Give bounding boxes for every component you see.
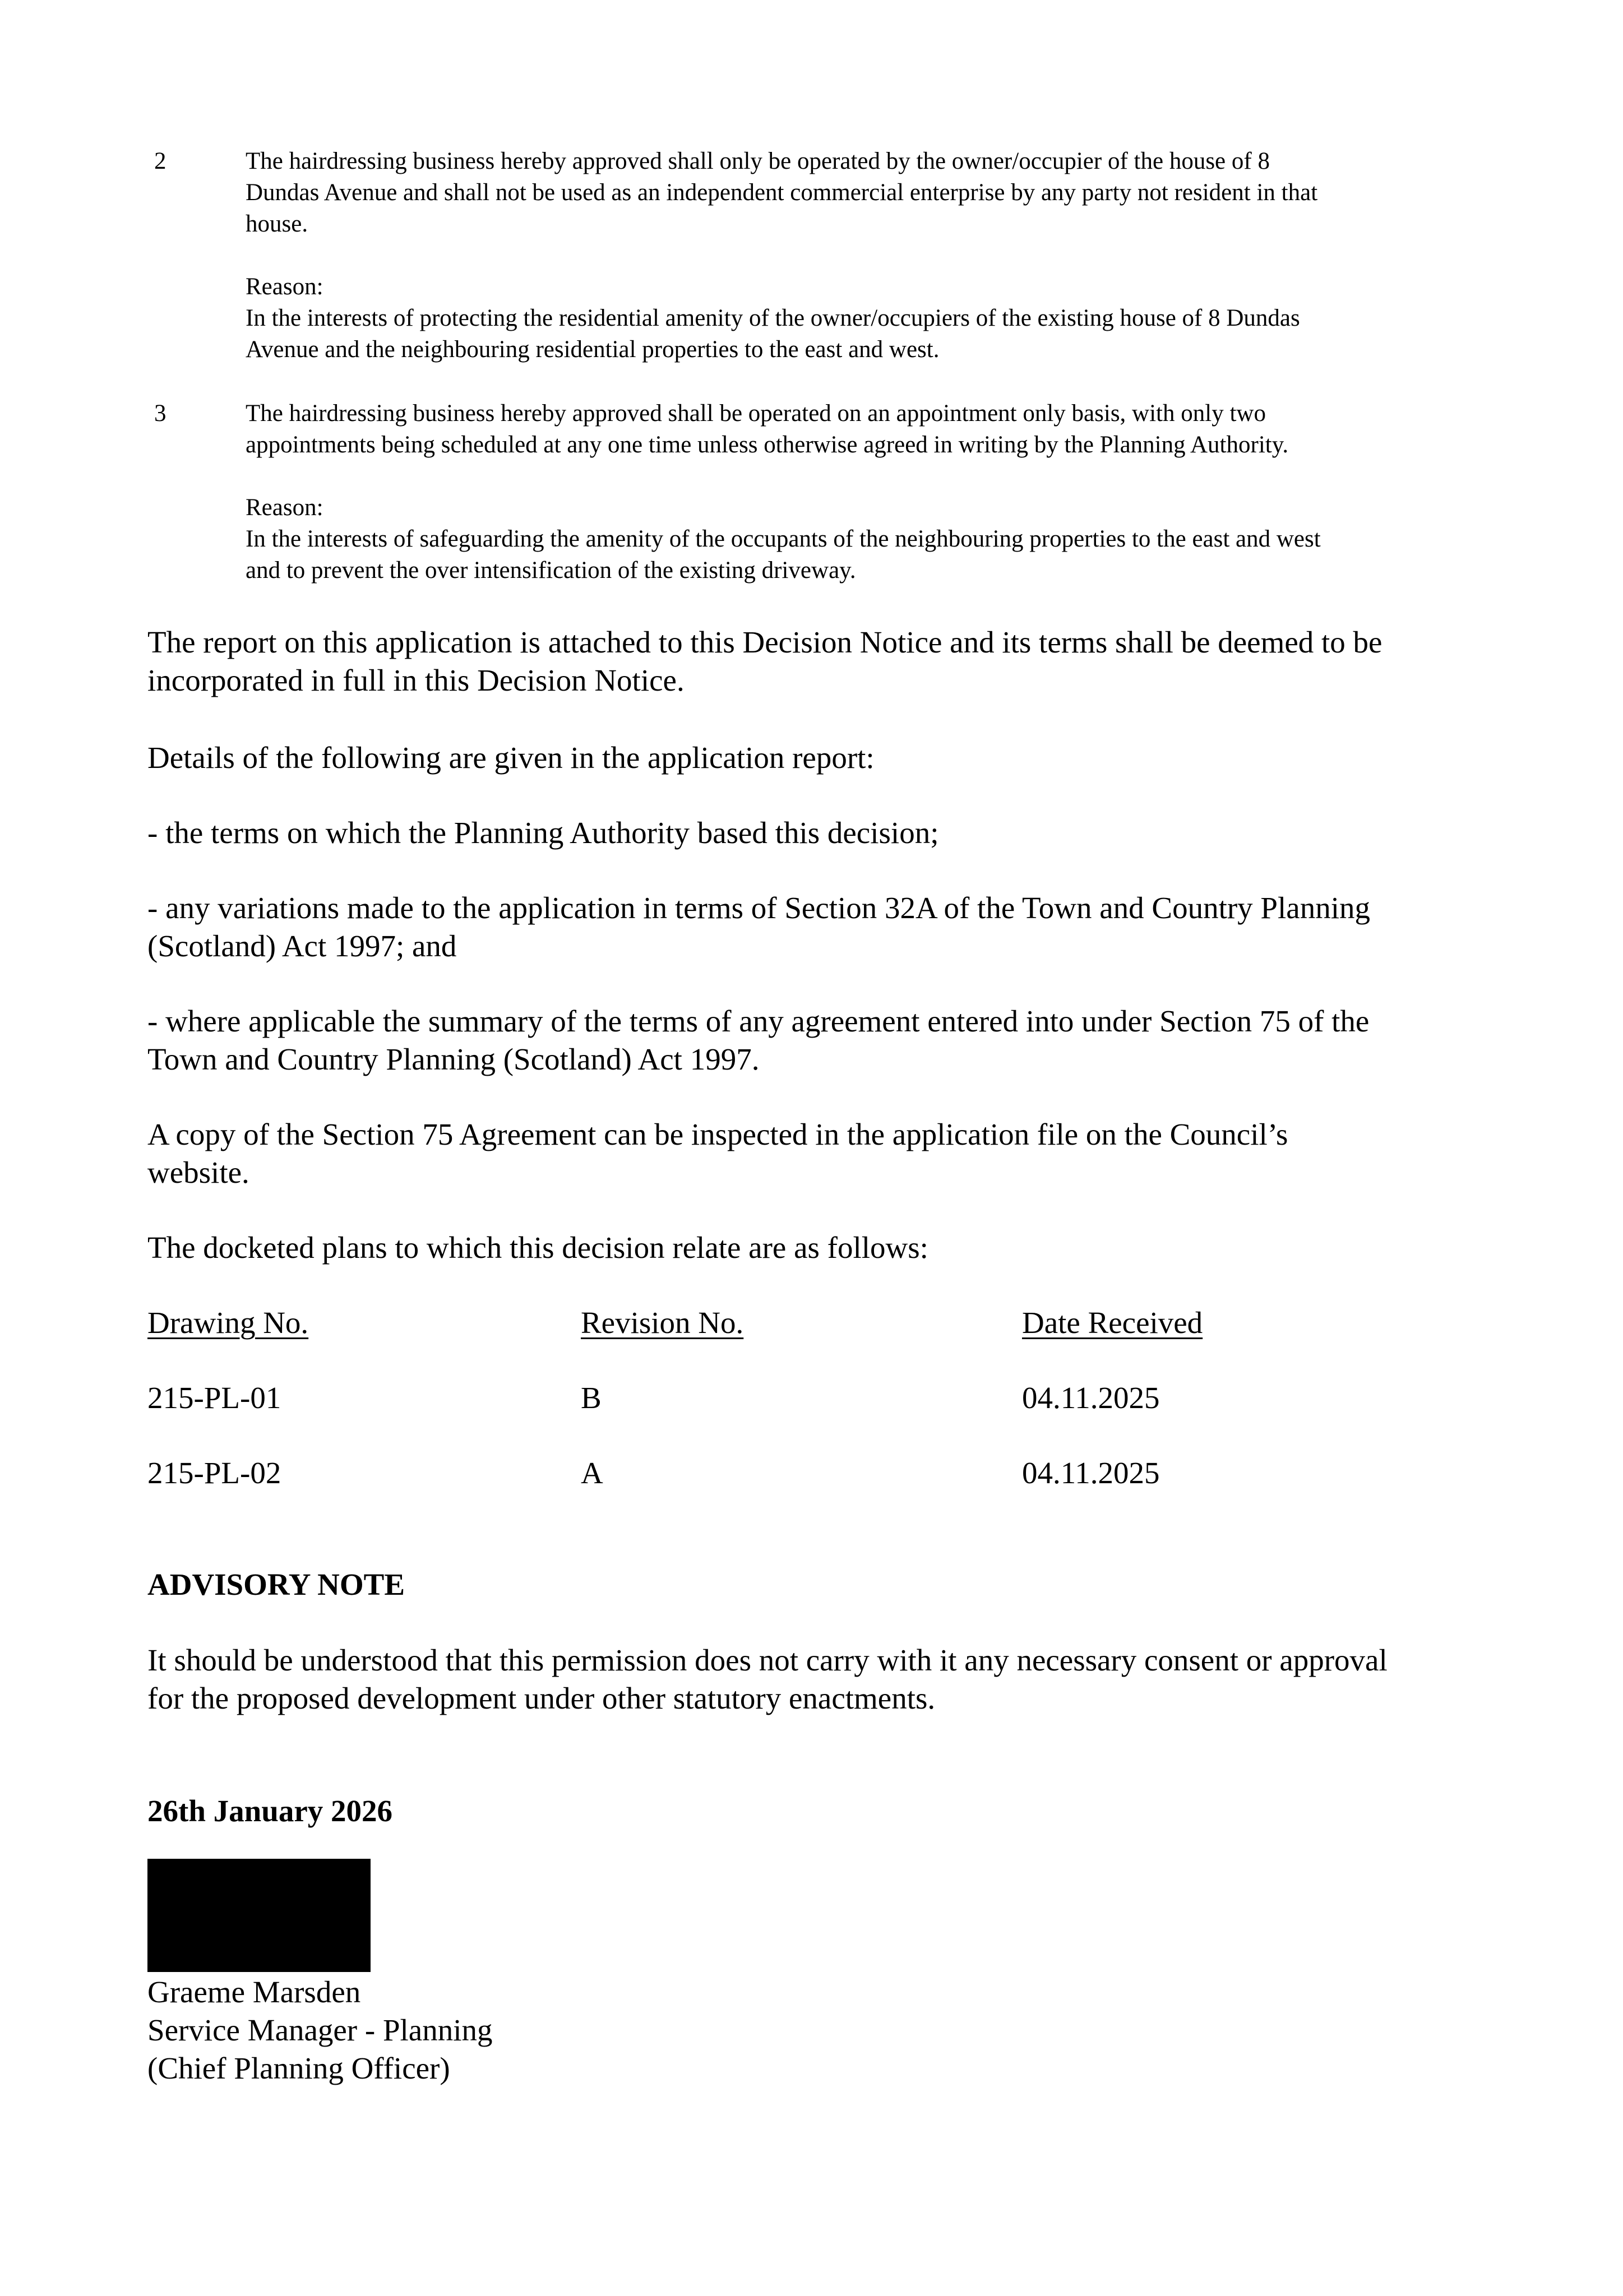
condition-text [246,398,1623,461]
plans-intro: The docketed plans to which this decision relate are as follows: [147,1230,928,1265]
redacted-signature [147,1859,371,1972]
condition-number: 2 [154,148,167,174]
paragraph-line: A copy of the Section 75 Agreement can be inspected in the application file on the Council’s [147,1117,1288,1151]
paragraph-line: (Scotland) Act 1997; and [147,929,457,963]
reason-line: In the interests of protecting the residential amenity of the owner/occupiers of the existing house of 8 Dundas [246,305,1300,331]
condition-line: The hairdressing business hereby approved shall be operated on an appointment only basis, with only two [246,400,1266,427]
paragraph-line: website. [147,1155,249,1189]
paragraph-line: incorporated in full in this Decision Notice. [147,663,685,697]
signatory-role: (Chief Planning Officer) [147,2051,450,2085]
advisory-text [147,1641,1493,1718]
paragraph-line: The report on this application is attached to this Decision Notice and its terms shall be deemed to be [147,625,1382,659]
column-header-drawing: Drawing No. [147,1306,309,1340]
condition-number: 3 [154,400,167,427]
condition-text [246,146,1623,240]
drawing-number: 215-PL-02 [147,1456,281,1490]
reason-label: Reason: [246,274,323,300]
date-received: 04.11.2025 [1022,1381,1160,1415]
revision-number: B [581,1381,602,1415]
reason-text [246,524,1623,586]
signatory-title: Service Manager - Planning [147,2013,493,2047]
reason-line: Avenue and the neighbouring residential properties to the east and west. [246,336,940,363]
paragraph-line: It should be understood that this permission does not carry with it any necessary consent or approval [147,1643,1388,1677]
details-intro: Details of the following are given in the application report: [147,740,875,775]
reason-line: In the interests of safeguarding the amenity of the occupants of the neighbouring properties to the east and west [246,526,1321,552]
condition-line: house. [246,211,308,237]
column-header-revision: Revision No. [581,1306,744,1340]
drawing-number: 215-PL-01 [147,1381,281,1415]
paragraph-line: - where applicable the summary of the terms of any agreement entered into under Section 75 of the [147,1004,1370,1038]
reason-line: and to prevent the over intensification of the existing driveway. [246,557,856,584]
paragraph-line: for the proposed development under other statutory enactments. [147,1681,936,1715]
bullet-terms: - the terms on which the Planning Authority based this decision; [147,816,939,850]
bullet-section75 [147,1002,1493,1078]
signatory-name: Graeme Marsden [147,1975,361,2009]
decision-date: 26th January 2026 [147,1794,392,1828]
bullet-variations [147,889,1493,965]
paragraph-line: Town and Country Planning (Scotland) Act 1997. [147,1042,760,1076]
reason-text [246,303,1623,365]
condition-line: Dundas Avenue and shall not be used as an independent commercial enterprise by any party not resident in that [246,179,1318,206]
revision-number: A [581,1456,603,1490]
paragraph-line: - any variations made to the application in terms of Section 32A of the Town and Country Planning [147,891,1370,925]
column-header-date: Date Received [1022,1306,1203,1340]
condition-line: The hairdressing business hereby approved shall only be operated by the owner/occupier of the house of 8 [246,148,1270,174]
advisory-heading: ADVISORY NOTE [147,1567,405,1601]
condition-line: appointments being scheduled at any one time unless otherwise agreed in writing by the Planning Authority. [246,432,1289,458]
reason-label: Reason: [246,494,323,521]
copy-agreement-paragraph [147,1115,1493,1192]
report-attached-paragraph [147,623,1493,700]
date-received: 04.11.2025 [1022,1456,1160,1490]
signatory-block [147,1973,1493,2087]
